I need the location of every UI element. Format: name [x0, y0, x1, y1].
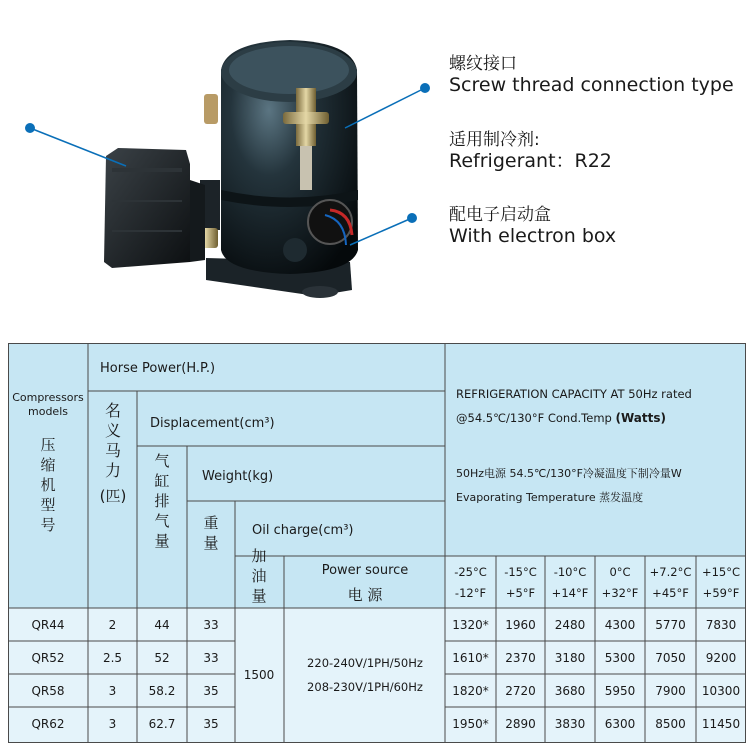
cell-capacity: 3680: [554, 684, 586, 698]
callout-thread: [449, 54, 734, 96]
cell-hp: 3: [108, 684, 117, 698]
cell-capacity: 10300: [701, 684, 741, 698]
cell-disp: 58.2: [148, 684, 176, 698]
power-header-cn: 电 源: [347, 586, 383, 604]
temp-celsius: +7.2°C: [649, 565, 692, 579]
capacity-header-line4: Evaporating Temperature 蒸发温度: [456, 491, 644, 504]
cell-capacity: 5950: [604, 684, 636, 698]
temp-fahrenheit: +45°F: [652, 586, 689, 600]
weight-header-en: Weight(kg): [202, 469, 274, 484]
power-header-en: Power source: [321, 563, 409, 578]
temp-fahrenheit: +14°F: [551, 586, 589, 600]
temp-celsius: -25°C: [454, 565, 487, 579]
cell-weight: 33: [203, 651, 219, 665]
temp-fahrenheit: +5°F: [505, 586, 536, 600]
temp-celsius: -10°C: [553, 565, 587, 579]
capacity-header-unit: (Watts): [615, 411, 666, 425]
power-value-1: 220-240V/1PH/50Hz: [307, 656, 423, 670]
temp-celsius: -15°C: [504, 565, 537, 579]
cell-weight: 35: [203, 717, 219, 731]
callout-box-cn: 配电子启动盒: [449, 205, 551, 225]
cell-capacity: 2890: [505, 717, 536, 731]
oil-value: 1500: [243, 668, 275, 682]
hp-header-cn: 名义马力: [104, 401, 121, 480]
cell-hp: 3: [108, 717, 117, 731]
capacity-header-line2-text: @54.5℃/130°F Cond.Temp: [456, 411, 612, 425]
cell-weight: 35: [203, 684, 219, 698]
cell-capacity: 2480: [554, 618, 586, 632]
cell-capacity: 7900: [655, 684, 686, 698]
cell-capacity: 1610*: [452, 651, 489, 665]
cell-capacity: 5300: [604, 651, 636, 665]
temp-celsius: +15°C: [701, 565, 741, 579]
callout-thread-cn: 螺纹接口: [449, 54, 517, 74]
spec-table: [8, 343, 746, 743]
weight-header-cn: 重量: [203, 514, 219, 552]
temp-fahrenheit: +32°F: [601, 586, 639, 600]
cell-capacity: 1960: [505, 618, 536, 632]
callout-thread-en: Screw thread connection type: [449, 74, 734, 96]
temp-fahrenheit: -12°F: [454, 586, 487, 600]
callout-electron-box: [449, 205, 616, 247]
hp-header-unit: (匹): [99, 487, 127, 505]
hp-header-en: Horse Power(H.P.): [100, 361, 216, 376]
cell-disp: 52: [154, 651, 170, 665]
power-value-2: 208-230V/1PH/60Hz: [307, 680, 423, 694]
disp-header-en: Displacement(cm³): [150, 416, 275, 431]
cell-capacity: 9200: [705, 651, 737, 665]
cell-disp: 44: [154, 618, 170, 632]
models-header-cn: 压缩机型号: [40, 436, 56, 534]
callout-refrigerant-cn: 适用制冷剂:: [449, 130, 540, 150]
compressor-photo: [0, 0, 750, 330]
disp-header-cn: 气缸排气量: [154, 452, 170, 550]
oil-header-en: Oil charge(cm³): [252, 523, 354, 538]
cell-weight: 33: [203, 618, 219, 632]
callout-refrigerant: [449, 130, 612, 172]
cell-model: QR62: [31, 717, 65, 731]
cell-capacity: 2370: [505, 651, 536, 665]
cell-hp: 2: [108, 618, 117, 632]
cell-capacity: 7830: [705, 618, 737, 632]
cell-disp: 62.7: [148, 717, 176, 731]
temp-celsius: 0°C: [609, 565, 631, 579]
cell-capacity: 11450: [701, 717, 741, 731]
models-header-en: Compressors models: [12, 391, 84, 418]
callout-box-en: With electron box: [449, 225, 617, 247]
capacity-header-line2: [456, 411, 666, 425]
cell-model: QR44: [31, 618, 65, 632]
cell-capacity: 7050: [655, 651, 686, 665]
cell-capacity: 4300: [604, 618, 636, 632]
cell-capacity: 5770: [655, 618, 686, 632]
capacity-header-line3: 50Hz电源 54.5℃/130°F冷凝温度下制冷量W: [456, 467, 682, 480]
cell-capacity: 1320*: [452, 618, 489, 632]
cell-capacity: 6300: [604, 717, 636, 731]
cell-capacity: 1820*: [452, 684, 489, 698]
oil-header-cn: 加油量: [251, 547, 267, 605]
cell-capacity: 3180: [554, 651, 586, 665]
cell-model: QR52: [31, 651, 65, 665]
cell-hp: 2.5: [102, 651, 123, 665]
cell-capacity: 2720: [505, 684, 536, 698]
capacity-header-line1: REFRIGERATION CAPACITY AT 50Hz rated: [456, 387, 692, 401]
cell-model: QR58: [31, 684, 65, 698]
cell-capacity: 3830: [554, 717, 586, 731]
cell-capacity: 8500: [655, 717, 686, 731]
temp-fahrenheit: +59°F: [702, 586, 740, 600]
cell-capacity: 1950*: [452, 717, 489, 731]
callout-refrigerant-en: Refrigerant：R22: [449, 150, 612, 172]
